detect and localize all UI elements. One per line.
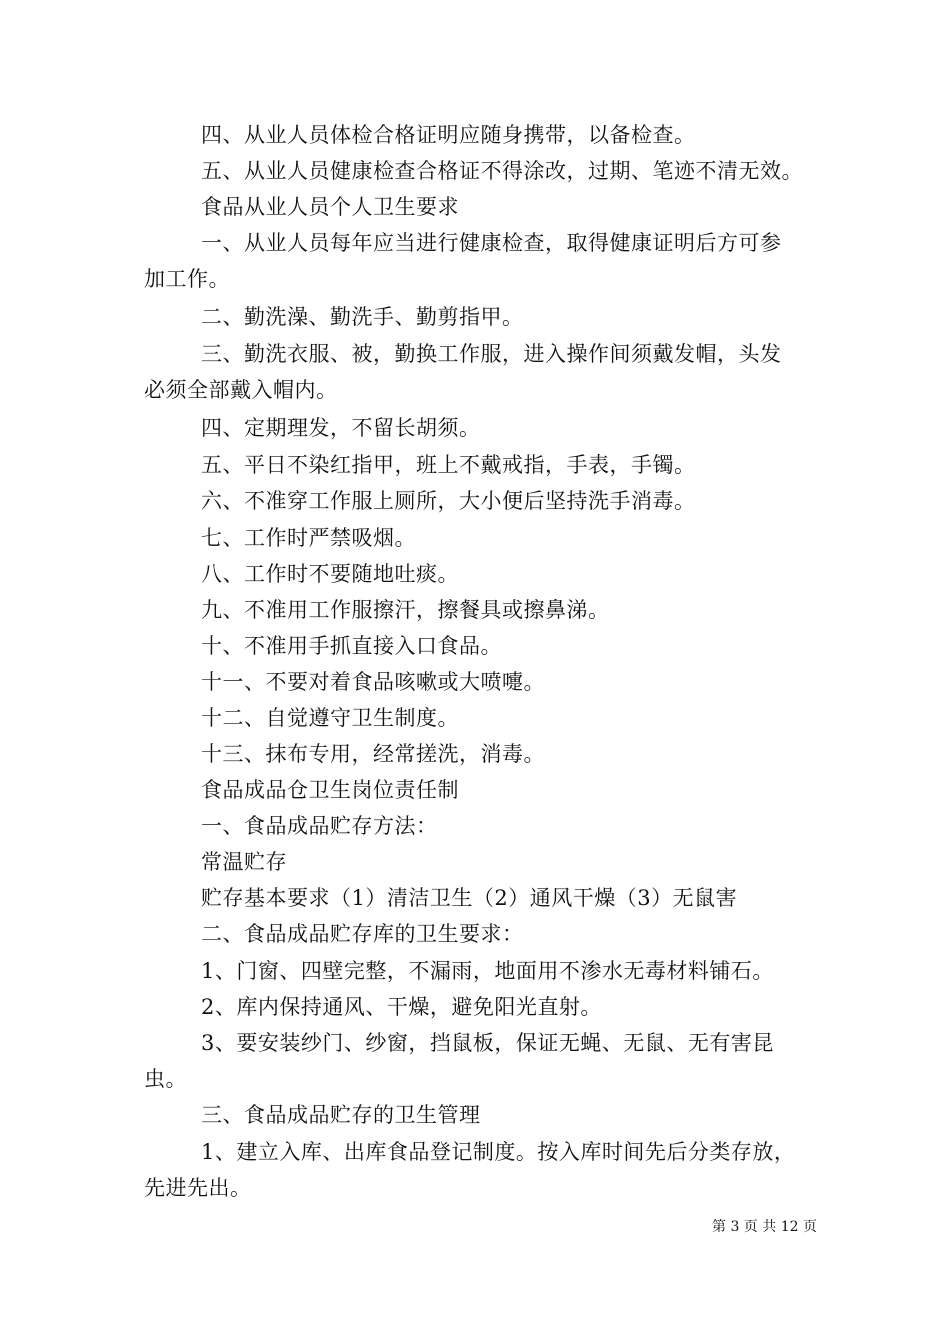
- text-line: 四、定期理发，不留长胡须。: [201, 416, 481, 440]
- text-line-continued: 加工作。: [144, 267, 230, 291]
- section-heading: 食品成品仓卫生岗位责任制: [201, 778, 459, 802]
- text-line: 五、从业人员健康检查合格证不得涂改，过期、笔迹不清无效。: [201, 159, 803, 183]
- text-line-continued: 虫。: [144, 1067, 187, 1091]
- text-line: 五、平日不染红指甲，班上不戴戒指，手表，手镯。: [201, 453, 696, 477]
- text-line: 贮存基本要求（1）清洁卫生（2）通风干燥（3）无鼠害: [201, 886, 738, 910]
- text-line: 三、勤洗衣服、被，勤换工作服，进入操作间须戴发帽，头发: [201, 342, 782, 366]
- text-line: 一、从业人员每年应当进行健康检查，取得健康证明后方可参: [201, 231, 782, 255]
- text-line: 四、从业人员体检合格证明应随身携带，以备检查。: [201, 123, 696, 147]
- text-line-continued: 先进先出。: [144, 1176, 252, 1200]
- text-line: 十二、自觉遵守卫生制度。: [201, 706, 459, 730]
- text-line: 七、工作时严禁吸烟。: [201, 526, 416, 550]
- text-line: 八、工作时不要随地吐痰。: [201, 562, 459, 586]
- text-line-continued: 必须全部戴入帽内。: [144, 378, 338, 402]
- text-line: 2、库内保持通风、干燥，避免阳光直射。: [201, 995, 602, 1019]
- text-line: 十、不准用手抓直接入口食品。: [201, 634, 502, 658]
- text-line: 九、不准用工作服擦汗，擦餐具或擦鼻涕。: [201, 598, 610, 622]
- section-heading: 食品从业人员个人卫生要求: [201, 195, 459, 219]
- text-line: 十一、不要对着食品咳嗽或大喷嚏。: [201, 670, 545, 694]
- text-line: 1、建立入库、出库食品登记制度。按入库时间先后分类存放，: [201, 1140, 796, 1164]
- text-line: 常温贮存: [201, 850, 287, 874]
- text-line: 二、食品成品贮存库的卫生要求：: [201, 922, 524, 946]
- text-line: 1、门窗、四壁完整，不漏雨，地面用不渗水无毒材料铺石。: [201, 959, 774, 983]
- page-number-footer: 第 3 页 共 12 页: [712, 1219, 817, 1235]
- text-line: 十三、抹布专用，经常搓洗，消毒。: [201, 742, 545, 766]
- text-line: 一、食品成品贮存方法：: [201, 814, 438, 838]
- text-line: 六、不准穿工作服上厕所，大小便后坚持洗手消毒。: [201, 489, 696, 513]
- text-line: 3、要安装纱门、纱窗，挡鼠板，保证无蝇、无鼠、无有害昆: [201, 1031, 774, 1055]
- text-line: 二、勤洗澡、勤洗手、勤剪指甲。: [201, 305, 524, 329]
- section-heading: 三、食品成品贮存的卫生管理: [201, 1103, 481, 1127]
